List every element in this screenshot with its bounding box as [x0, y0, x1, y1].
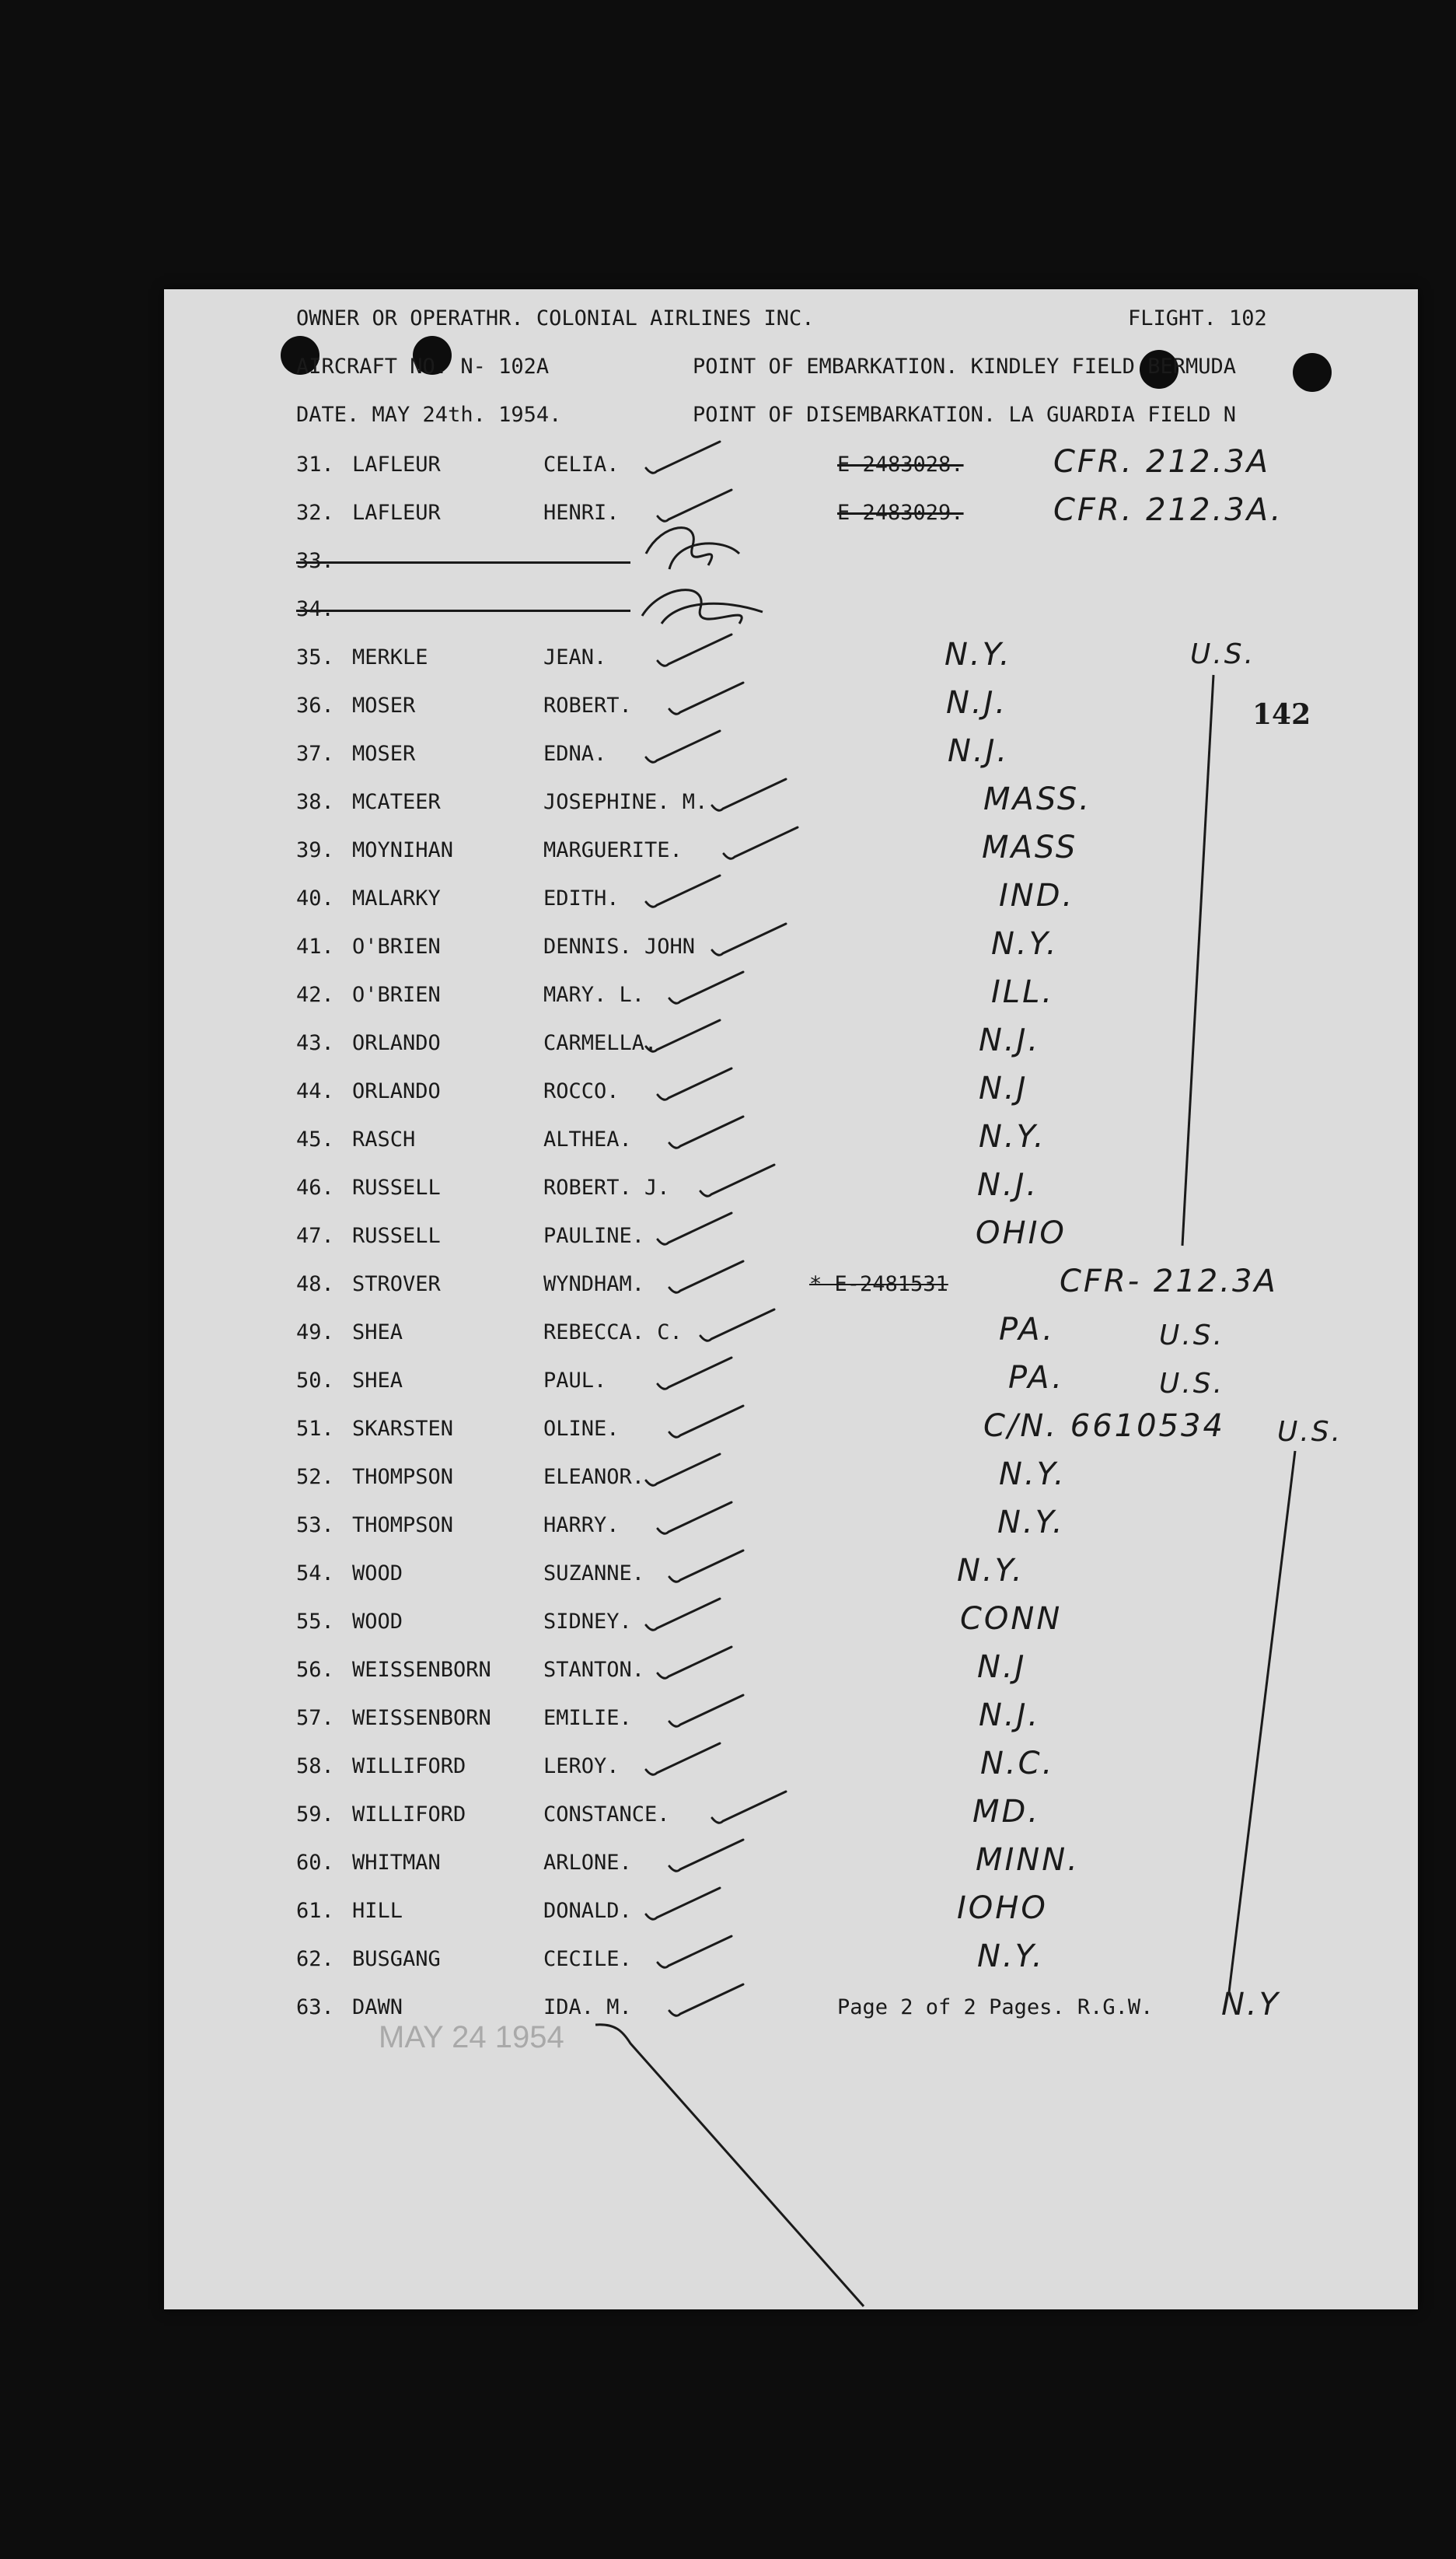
check-mark — [658, 1068, 731, 1099]
first-name: ROCCO. — [543, 1079, 620, 1103]
disembarkation-line: POINT OF DISEMBARKATION. LA GUARDIA FIELD N — [693, 403, 1236, 427]
handwritten-note: N.Y. — [997, 1505, 1065, 1540]
first-name: WYNDHAM. — [543, 1272, 645, 1296]
handwritten-note: MASS — [982, 830, 1078, 865]
row-number: 33. — [296, 549, 334, 573]
row-number: 51. — [296, 1417, 334, 1441]
first-name: JOSEPHINE. M. — [543, 790, 708, 814]
handwritten-note: IOHO — [957, 1890, 1048, 1926]
last-name: WOOD — [352, 1561, 403, 1585]
row-number: 56. — [296, 1658, 334, 1682]
last-name: WILLIFORD — [352, 1754, 466, 1778]
check-mark — [669, 1117, 743, 1148]
row-number: 61. — [296, 1899, 334, 1923]
row-number: 41. — [296, 935, 334, 959]
first-name: DONALD. — [543, 1899, 632, 1923]
first-name: MARGUERITE. — [543, 838, 683, 862]
aircraft-line: AIRCRAFT NO. N- 102A — [296, 355, 550, 379]
page-footer: Page 2 of 2 Pages. R.G.W. — [837, 1995, 1154, 2019]
check-mark — [646, 731, 720, 762]
handwritten-note: MINN. — [976, 1842, 1080, 1878]
certificate-number: E-2483028. — [837, 453, 964, 477]
check-mark — [646, 442, 720, 473]
embarkation-line: POINT OF EMBARKATION. KINDLEY FIELD BERMUDA — [693, 355, 1236, 379]
last-name: RUSSELL — [352, 1176, 441, 1200]
row-number: 37. — [296, 742, 334, 766]
row-number: 55. — [296, 1610, 334, 1634]
check-mark — [712, 779, 786, 810]
check-mark — [700, 1309, 774, 1341]
last-name: MOSER — [352, 742, 416, 766]
date-stamp: MAY 24 1954 — [379, 2020, 564, 2054]
row-number: 31. — [296, 453, 334, 477]
row-number: 40. — [296, 886, 334, 911]
check-mark — [669, 1695, 743, 1726]
last-name: WEISSENBORN — [352, 1706, 491, 1730]
cancel-line — [595, 2025, 864, 2306]
first-name: DENNIS. JOHN — [543, 935, 696, 959]
first-name: SUZANNE. — [543, 1561, 645, 1585]
first-name: CECILE. — [543, 1947, 632, 1971]
row-number: 52. — [296, 1465, 334, 1489]
check-mark — [646, 1599, 720, 1630]
last-name: THOMPSON — [352, 1513, 454, 1537]
date-line: DATE. MAY 24th. 1954. — [296, 403, 562, 427]
row-number: 35. — [296, 645, 334, 669]
first-name: ALTHEA. — [543, 1127, 632, 1152]
last-name: WOOD — [352, 1610, 403, 1634]
first-name: HENRI. — [543, 501, 620, 525]
bracket-line — [1182, 675, 1213, 1246]
ink-marks — [164, 289, 1418, 2309]
footer-handwritten-state: N.Y — [1221, 1987, 1281, 2022]
row-number: 47. — [296, 1224, 334, 1248]
handwritten-note: N.Y. — [977, 1938, 1045, 1974]
bracket-line — [1229, 1451, 1295, 1992]
row-number: 48. — [296, 1272, 334, 1296]
handwritten-note: CFR- 212.3A — [1060, 1264, 1278, 1299]
strike-scribble — [646, 528, 739, 569]
last-name: MCATEER — [352, 790, 441, 814]
check-mark — [669, 1261, 743, 1292]
handwritten-note: N.C. — [980, 1746, 1055, 1781]
row-number: 53. — [296, 1513, 334, 1537]
first-name: ROBERT. — [543, 694, 632, 718]
check-mark — [712, 1792, 786, 1823]
last-name: O'BRIEN — [352, 983, 441, 1007]
row-number: 43. — [296, 1031, 334, 1055]
first-name: REBECCA. C. — [543, 1320, 683, 1344]
row-number: 63. — [296, 1995, 334, 2019]
first-name: ROBERT. J. — [543, 1176, 670, 1200]
last-name: MOYNIHAN — [352, 838, 454, 862]
handwritten-note: MASS. — [983, 781, 1091, 817]
row-number: 38. — [296, 790, 334, 814]
row-number: 57. — [296, 1706, 334, 1730]
handwritten-note: MD. — [972, 1794, 1041, 1830]
check-mark — [658, 1502, 731, 1533]
first-name: PAULINE. — [543, 1224, 645, 1248]
last-name: LAFLEUR — [352, 501, 441, 525]
row-number: 49. — [296, 1320, 334, 1344]
row-number: 32. — [296, 501, 334, 525]
last-name: BUSGANG — [352, 1947, 441, 1971]
check-mark — [646, 1743, 720, 1774]
row-number: 60. — [296, 1851, 334, 1875]
first-name: EDITH. — [543, 886, 620, 911]
first-name: EMILIE. — [543, 1706, 632, 1730]
last-name: ORLANDO — [352, 1031, 441, 1055]
check-mark — [724, 827, 798, 858]
row-number: 58. — [296, 1754, 334, 1778]
handwritten-note: N.J. — [948, 733, 1010, 769]
row-number: 42. — [296, 983, 334, 1007]
handwritten-note: N.Y. — [999, 1456, 1067, 1492]
first-name: OLINE. — [543, 1417, 620, 1441]
last-name: THOMPSON — [352, 1465, 454, 1489]
handwritten-note: PA. — [1008, 1360, 1064, 1396]
check-mark — [658, 1213, 731, 1244]
row-number: 34. — [296, 597, 334, 621]
handwritten-note: C/N. 6610534 — [983, 1408, 1225, 1444]
last-name: MERKLE — [352, 645, 428, 669]
first-name: JEAN. — [543, 645, 607, 669]
owner-line: OWNER OR OPERATHR. COLONIAL AIRLINES INC. — [296, 306, 815, 330]
us-mark: U.S. — [1159, 1368, 1225, 1400]
handwritten-note: ILL. — [991, 974, 1055, 1010]
check-mark — [658, 635, 731, 666]
first-name: ARLONE. — [543, 1851, 632, 1875]
check-mark — [658, 490, 731, 521]
row-number: 62. — [296, 1947, 334, 1971]
check-mark — [669, 1550, 743, 1582]
us-mark: U.S. — [1190, 638, 1256, 670]
first-name: CONSTANCE. — [543, 1802, 670, 1827]
first-name: STANTON. — [543, 1658, 645, 1682]
row-number: 36. — [296, 694, 334, 718]
handwritten-note: PA. — [999, 1312, 1055, 1348]
handwritten-note: CONN — [960, 1601, 1063, 1637]
last-name: SHEA — [352, 1320, 403, 1344]
handwritten-note: CFR. 212.3A — [1053, 444, 1271, 480]
first-name: IDA. M. — [543, 1995, 632, 2019]
last-name: RASCH — [352, 1127, 416, 1152]
check-mark — [669, 972, 743, 1003]
first-name: MARY. L. — [543, 983, 645, 1007]
last-name: WEISSENBORN — [352, 1658, 491, 1682]
first-name: SIDNEY. — [543, 1610, 632, 1634]
first-name: PAUL. — [543, 1369, 607, 1393]
handwritten-note: N.J — [977, 1649, 1027, 1685]
handwritten-note: IND. — [999, 878, 1075, 914]
last-name: RUSSELL — [352, 1224, 441, 1248]
row-number: 44. — [296, 1079, 334, 1103]
manifest-page — [164, 289, 1418, 2309]
check-mark — [669, 1984, 743, 2015]
first-name: LEROY. — [543, 1754, 620, 1778]
check-mark — [712, 924, 786, 955]
check-mark — [700, 1165, 774, 1196]
handwritten-note: N.J. — [977, 1167, 1039, 1203]
row-number: 45. — [296, 1127, 334, 1152]
first-name: CARMELLA. — [543, 1031, 658, 1055]
row-number: 46. — [296, 1176, 334, 1200]
check-mark — [658, 1936, 731, 1967]
us-mark: U.S. — [1159, 1320, 1225, 1351]
last-name: DAWN — [352, 1995, 403, 2019]
last-name: STROVER — [352, 1272, 441, 1296]
page-number: 142 — [1252, 698, 1311, 731]
row-number: 54. — [296, 1561, 334, 1585]
first-name: CELIA. — [543, 453, 620, 477]
handwritten-note: N.J. — [946, 685, 1008, 721]
handwritten-note: N.Y. — [979, 1119, 1046, 1155]
check-mark — [646, 876, 720, 907]
row-number: 39. — [296, 838, 334, 862]
certificate-number: * E-2481531 — [809, 1272, 948, 1296]
row-number: 59. — [296, 1802, 334, 1827]
first-name: ELEANOR. — [543, 1465, 645, 1489]
us-mark: U.S. — [1277, 1416, 1343, 1448]
handwritten-note: OHIO — [976, 1215, 1067, 1251]
last-name: MALARKY — [352, 886, 441, 911]
handwritten-note: N.J — [979, 1071, 1028, 1106]
check-mark — [669, 683, 743, 714]
row-number: 50. — [296, 1369, 334, 1393]
last-name: LAFLEUR — [352, 453, 441, 477]
handwritten-note: N.Y. — [944, 637, 1012, 673]
check-mark — [646, 1888, 720, 1919]
certificate-number: E-2483029. — [837, 501, 964, 525]
flight-number: FLIGHT. 102 — [1128, 306, 1267, 330]
last-name: WILLIFORD — [352, 1802, 466, 1827]
check-mark — [658, 1647, 731, 1678]
check-mark — [658, 1358, 731, 1389]
last-name: O'BRIEN — [352, 935, 441, 959]
last-name: ORLANDO — [352, 1079, 441, 1103]
check-mark — [646, 1020, 720, 1051]
last-name: SHEA — [352, 1369, 403, 1393]
handwritten-note: N.Y. — [991, 926, 1059, 962]
first-name: HARRY. — [543, 1513, 620, 1537]
last-name: HILL — [352, 1899, 403, 1923]
strike-scribble — [642, 590, 763, 624]
last-name: MOSER — [352, 694, 416, 718]
last-name: WHITMAN — [352, 1851, 441, 1875]
check-mark — [669, 1840, 743, 1871]
first-name: EDNA. — [543, 742, 607, 766]
last-name: SKARSTEN — [352, 1417, 454, 1441]
check-mark — [646, 1454, 720, 1485]
handwritten-note: N.J. — [979, 1697, 1041, 1733]
handwritten-note: N.Y. — [957, 1553, 1025, 1589]
handwritten-note: N.J. — [979, 1023, 1041, 1058]
handwritten-note: CFR. 212.3A. — [1053, 492, 1283, 528]
check-mark — [669, 1406, 743, 1437]
